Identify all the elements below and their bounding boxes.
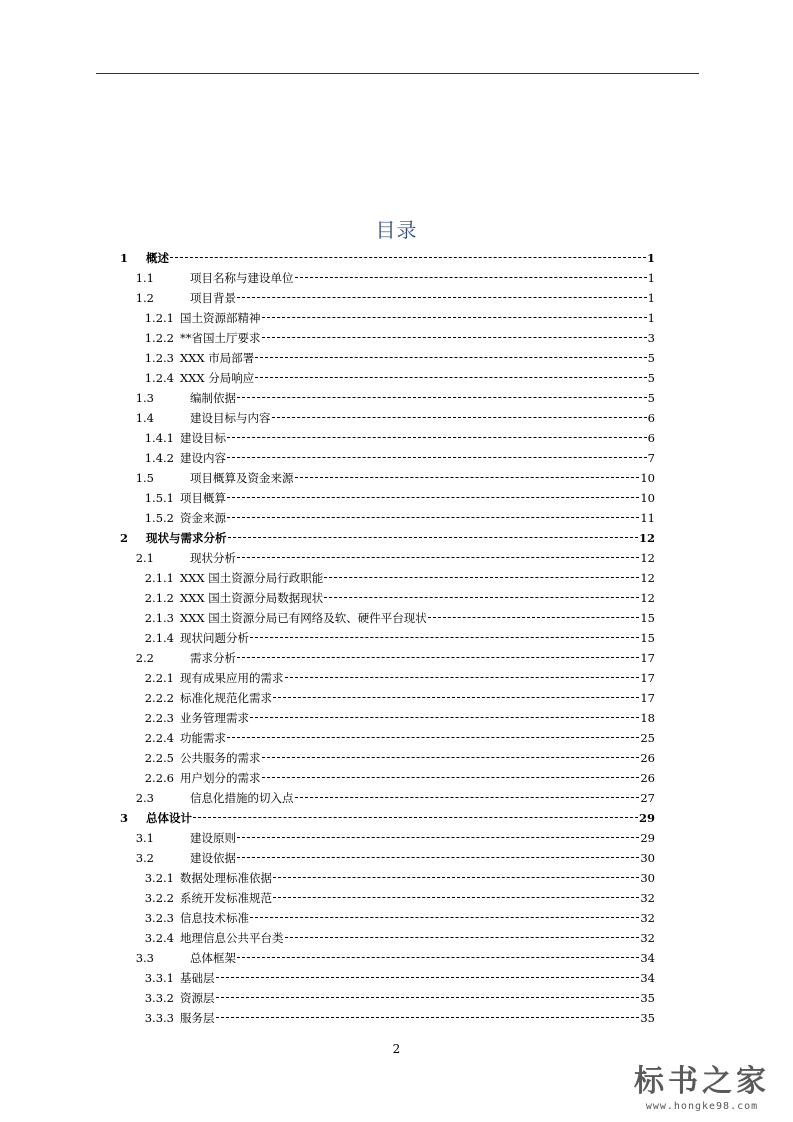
toc-entry-title: 概述	[146, 251, 169, 265]
toc-leader-line	[227, 517, 639, 518]
toc-leader-line	[262, 317, 647, 318]
toc-entry-title: 现有成果应用的需求	[180, 671, 284, 685]
toc-entry[interactable]	[110, 468, 655, 488]
toc-entry-title: XXX 国土资源分局数据现状	[180, 591, 324, 605]
toc-entry-title: 建设内容	[180, 451, 226, 465]
toc-entry-number: 2.1.2	[144, 591, 174, 605]
toc-entry-number: 1	[119, 251, 128, 265]
toc-leader-line	[295, 277, 647, 278]
toc-entry[interactable]	[110, 488, 655, 508]
toc-entry-page: 6	[647, 411, 655, 425]
toc-entry-title: XXX 国土资源分局已有网络及软、硬件平台现状	[180, 611, 427, 625]
toc-entry-number: 1.2.1	[144, 311, 174, 325]
toc-entry-page: 32	[640, 931, 655, 945]
toc-leader-line	[285, 677, 640, 678]
toc-entry-title: 总体框架	[190, 951, 236, 965]
toc-entry[interactable]	[110, 908, 655, 928]
toc-leader-line	[237, 957, 639, 958]
toc-entry-number: 2.1.4	[144, 631, 174, 645]
toc-entry-number: 3.3.3	[144, 1011, 174, 1025]
toc-entry-number: 1.5.2	[144, 511, 174, 525]
toc-leader-line	[216, 1017, 640, 1018]
toc-entry-page: 17	[640, 671, 655, 685]
toc-leader-line	[237, 837, 639, 838]
toc-entry-number: 2.1	[135, 551, 154, 565]
toc-leader-line	[250, 637, 639, 638]
toc-entry-number: 1.4	[135, 411, 154, 425]
toc-entry-number: 2.2.3	[144, 711, 174, 725]
toc-leader-line	[285, 937, 640, 938]
toc-entry-page: 32	[640, 911, 655, 925]
toc-entry[interactable]	[110, 648, 655, 668]
toc-entry-number: 2.2	[135, 651, 154, 665]
toc-entry-title: XXX 市局部署	[180, 351, 255, 365]
toc-entry-title: 资金来源	[180, 511, 226, 525]
toc-entry-page: 1	[647, 291, 655, 305]
toc-entry-title: 地理信息公共平台类	[180, 931, 284, 945]
toc-entry[interactable]	[110, 608, 655, 628]
toc-entry-number: 3.1	[135, 831, 154, 845]
toc-leader-line	[227, 457, 647, 458]
toc-entry[interactable]	[110, 988, 655, 1008]
toc-entry[interactable]	[110, 968, 655, 988]
toc-entry-page: 34	[640, 951, 655, 965]
toc-leader-line	[237, 557, 639, 558]
toc-entry-title: 数据处理标准依据	[180, 871, 272, 885]
toc-entry-title: 项目概算及资金来源	[190, 471, 294, 485]
toc-entry-page: 26	[640, 771, 655, 785]
toc-entry-title: 资源层	[180, 991, 215, 1005]
toc-entry-number: 1.4.1	[144, 431, 174, 445]
toc-leader-line	[273, 897, 639, 898]
toc-entry-page: 10	[640, 491, 655, 505]
toc-entry-number: 1.3	[135, 391, 154, 405]
toc-entry[interactable]	[110, 408, 655, 428]
toc-entry[interactable]	[110, 748, 655, 768]
toc-entry[interactable]	[110, 568, 655, 588]
toc-entry-page: 5	[647, 351, 655, 365]
toc-entry[interactable]	[110, 828, 655, 848]
toc-entry-title: 项目背景	[190, 291, 236, 305]
toc-entry[interactable]	[110, 248, 655, 268]
toc-entry-page: 12	[638, 531, 655, 545]
toc-entry-page: 18	[640, 711, 655, 725]
toc-entry[interactable]	[110, 388, 655, 408]
toc-entry-number: 1.4.2	[144, 451, 174, 465]
toc-entry-page: 35	[640, 1011, 655, 1025]
toc-entry-page: 12	[640, 591, 655, 605]
toc-entry[interactable]	[110, 888, 655, 908]
toc-entry[interactable]	[110, 308, 655, 328]
toc-entry-number: 2.2.6	[144, 771, 174, 785]
toc-entry-title: **省国土厅要求	[180, 331, 261, 345]
toc-entry-number: 2	[119, 531, 128, 545]
toc-entry[interactable]	[110, 728, 655, 748]
toc-entry[interactable]	[110, 628, 655, 648]
toc-entry-number: 2.2.1	[144, 671, 174, 685]
table-of-contents	[110, 248, 655, 1028]
toc-entry-title: 建设目标与内容	[190, 411, 271, 425]
toc-entry-title: 建设原则	[190, 831, 236, 845]
toc-leader-line	[216, 997, 640, 998]
toc-entry-page: 5	[647, 371, 655, 385]
toc-entry[interactable]	[110, 768, 655, 788]
toc-entry-number: 3.2.4	[144, 931, 174, 945]
toc-entry[interactable]	[110, 368, 655, 388]
toc-entry-title: 功能需求	[180, 731, 226, 745]
toc-entry-number: 2.3	[135, 791, 154, 805]
toc-entry-title: 公共服务的需求	[180, 751, 261, 765]
toc-entry-number: 3.3.1	[144, 971, 174, 985]
toc-leader-line	[295, 477, 640, 478]
toc-entry-number: 3.2.2	[144, 891, 174, 905]
toc-entry-number: 3.2.1	[144, 871, 174, 885]
toc-entry[interactable]	[110, 948, 655, 968]
toc-leader-line	[228, 537, 638, 538]
toc-leader-line	[324, 597, 639, 598]
toc-entry-number: 3.2.3	[144, 911, 174, 925]
toc-leader-line	[237, 857, 639, 858]
toc-entry-page: 11	[640, 511, 655, 525]
toc-entry-page: 15	[640, 631, 655, 645]
toc-entry-number: 1.5.1	[144, 491, 174, 505]
toc-entry-page: 12	[640, 571, 655, 585]
toc-entry-title: 现状与需求分析	[146, 531, 227, 545]
toc-leader-line	[227, 437, 647, 438]
toc-leader-line	[262, 777, 640, 778]
toc-entry-number: 1.2	[135, 291, 154, 305]
toc-entry-number: 3.2	[135, 851, 154, 865]
toc-leader-line	[237, 297, 647, 298]
toc-entry[interactable]	[110, 508, 655, 528]
toc-entry-number: 3.3	[135, 951, 154, 965]
toc-entry-title: 国土资源部精神	[180, 311, 261, 325]
toc-entry[interactable]	[110, 808, 655, 828]
toc-entry-title: 现状分析	[190, 551, 236, 565]
toc-entry-number: 2.2.4	[144, 731, 174, 745]
toc-entry-page: 1	[646, 251, 655, 265]
toc-entry[interactable]	[110, 348, 655, 368]
toc-entry-title: 总体设计	[146, 811, 192, 825]
toc-entry-title: 建设目标	[180, 431, 226, 445]
toc-entry-page: 30	[640, 871, 655, 885]
toc-leader-line	[324, 577, 639, 578]
toc-entry[interactable]	[110, 268, 655, 288]
toc-entry-page: 32	[640, 891, 655, 905]
toc-entry-title: 服务层	[180, 1011, 215, 1025]
toc-entry-page: 34	[640, 971, 655, 985]
toc-entry[interactable]	[110, 928, 655, 948]
toc-leader-line	[170, 257, 646, 258]
toc-leader-line	[428, 617, 640, 618]
toc-entry-page: 29	[640, 831, 655, 845]
toc-entry-title: XXX 分局响应	[180, 371, 255, 385]
toc-entry[interactable]	[110, 788, 655, 808]
toc-entry-number: 3	[119, 811, 128, 825]
toc-entry-number: 1.5	[135, 471, 154, 485]
toc-entry[interactable]	[110, 528, 655, 548]
toc-leader-line	[216, 977, 640, 978]
toc-entry-title: 信息化措施的切入点	[190, 791, 294, 805]
toc-entry[interactable]	[110, 1008, 655, 1028]
toc-entry-page: 15	[640, 611, 655, 625]
toc-entry[interactable]	[110, 688, 655, 708]
toc-leader-line	[273, 877, 639, 878]
toc-leader-line	[272, 417, 647, 418]
toc-leader-line	[227, 737, 639, 738]
toc-entry-page: 12	[640, 551, 655, 565]
toc-entry-title: 标准化规范化需求	[180, 691, 272, 705]
toc-entry-page: 1	[647, 311, 655, 325]
toc-entry-number: 1.2.2	[144, 331, 174, 345]
toc-leader-line	[295, 797, 640, 798]
toc-entry-page: 27	[640, 791, 655, 805]
toc-leader-line	[250, 717, 639, 718]
toc-entry-title: 用户划分的需求	[180, 771, 261, 785]
toc-entry-number: 2.1.3	[144, 611, 174, 625]
toc-leader-line	[273, 697, 639, 698]
toc-entry[interactable]	[110, 868, 655, 888]
toc-entry-page: 35	[640, 991, 655, 1005]
toc-entry-title: 编制依据	[190, 391, 236, 405]
toc-entry-title: 现状问题分析	[180, 631, 249, 645]
toc-leader-line	[227, 497, 639, 498]
toc-entry-page: 5	[647, 391, 655, 405]
toc-entry-number: 1.1	[135, 271, 154, 285]
toc-entry-number: 1.2.3	[144, 351, 174, 365]
toc-leader-line	[262, 757, 640, 758]
toc-entry-page: 7	[647, 451, 655, 465]
toc-leader-line	[262, 337, 647, 338]
toc-entry[interactable]	[110, 288, 655, 308]
toc-entry[interactable]	[110, 448, 655, 468]
toc-entry-title: 建设依据	[190, 851, 236, 865]
toc-entry-number: 1.2.4	[144, 371, 174, 385]
toc-title: 目录	[375, 218, 418, 242]
toc-entry-title: 系统开发标准规范	[180, 891, 272, 905]
toc-entry[interactable]	[110, 708, 655, 728]
toc-entry-page: 6	[647, 431, 655, 445]
toc-entry[interactable]	[110, 548, 655, 568]
watermark	[627, 1063, 777, 1112]
toc-entry-title: 项目名称与建设单位	[190, 271, 294, 285]
toc-entry-page: 3	[647, 331, 655, 345]
toc-entry-number: 3.3.2	[144, 991, 174, 1005]
toc-entry-title: XXX 国土资源分局行政职能	[180, 571, 324, 585]
page-number: 2	[392, 1042, 401, 1056]
watermark-url: www.hongke98.com	[645, 1101, 759, 1112]
toc-leader-line	[255, 357, 646, 358]
toc-entry-title: 项目概算	[180, 491, 226, 505]
toc-entry-title: 业务管理需求	[180, 711, 249, 725]
toc-entry-page: 30	[640, 851, 655, 865]
toc-entry[interactable]	[110, 328, 655, 348]
toc-entry-number: 2.2.2	[144, 691, 174, 705]
toc-entry-number: 2.1.1	[144, 571, 174, 585]
toc-entry-title: 信息技术标准	[180, 911, 249, 925]
watermark-title: 标书之家	[634, 1064, 770, 1099]
toc-entry-page: 1	[647, 271, 655, 285]
toc-leader-line	[255, 377, 646, 378]
toc-entry-page: 26	[640, 751, 655, 765]
toc-entry-page: 17	[640, 691, 655, 705]
toc-leader-line	[237, 397, 647, 398]
toc-entry[interactable]	[110, 588, 655, 608]
toc-entry-page: 25	[640, 731, 655, 745]
toc-entry-number: 2.2.5	[144, 751, 174, 765]
toc-entry[interactable]	[110, 428, 655, 448]
toc-leader-line	[250, 917, 639, 918]
toc-entry-page: 29	[638, 811, 655, 825]
toc-entry[interactable]	[110, 668, 655, 688]
toc-entry[interactable]	[110, 848, 655, 868]
toc-entry-title: 需求分析	[190, 651, 236, 665]
toc-entry-page: 10	[640, 471, 655, 485]
toc-leader-line	[193, 817, 638, 818]
toc-entry-page: 17	[640, 651, 655, 665]
header-rule	[96, 73, 699, 74]
toc-leader-line	[237, 657, 639, 658]
toc-entry-title: 基础层	[180, 971, 215, 985]
